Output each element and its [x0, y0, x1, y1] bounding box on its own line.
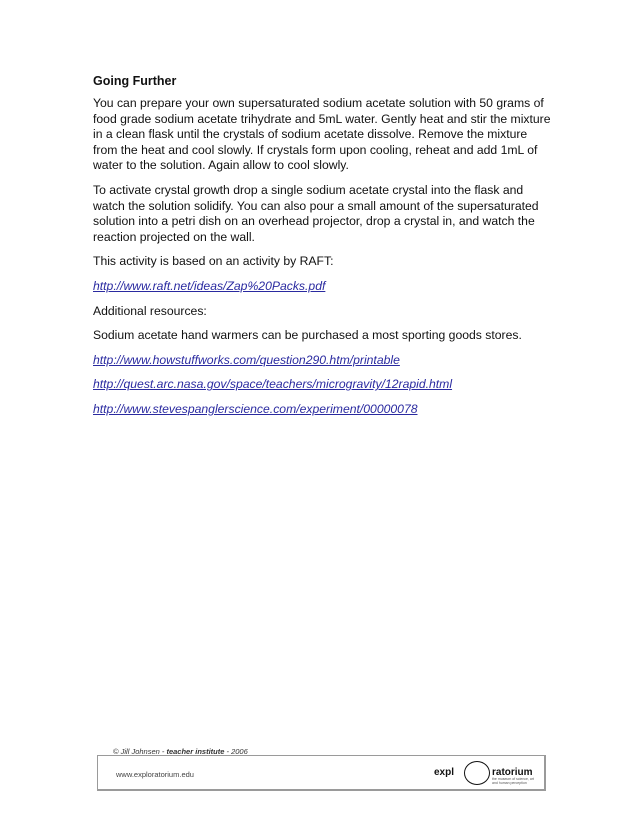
footer-banner	[97, 755, 546, 791]
logo-ring-icon	[464, 761, 490, 785]
logo-text-left: expl	[434, 767, 455, 778]
paragraph-preparation: You can prepare your own supersaturated sodium acetate solution with 50 grams of food grade sodium acetate trihydrate and 5mL water. Gently heat and stir the mixture in a clean flask until the crystals of sodium acetate dissolve. Remove the mixture from the heat and cool slowly. If crystals form upon cooling, reheat and add 1mL of water to the solution. Again allow to cool slowly.	[93, 96, 551, 173]
section-heading: Going Further	[93, 74, 177, 88]
logo-text-right: ratorium	[492, 767, 533, 778]
link-raft[interactable]: http://www.raft.net/ideas/Zap%20Packs.pdf	[93, 278, 326, 293]
footer-url: www.exploratorium.edu	[116, 770, 194, 779]
credit-teacher-institute: teacher institute	[166, 747, 225, 756]
paragraph-additional-resources: Additional resources:	[93, 303, 207, 318]
logo-tagline: the museum of science, art and human perception	[492, 777, 535, 785]
credit-suffix: - 2006	[224, 747, 248, 756]
paragraph-hand-warmers: Sodium acetate hand warmers can be purchased a most sporting goods stores.	[93, 328, 522, 343]
link-nasa[interactable]: http://quest.arc.nasa.gov/space/teachers/microgravity/12rapid.html	[93, 377, 453, 392]
exploratorium-logo	[434, 761, 534, 785]
paragraph-activation: To activate crystal growth drop a single sodium acetate crystal into the flask and watch the solution solidify. You can also pour a small amount of the supersaturated solution into a petri dish on an overhead projector, drop a crystal in, and watch the reaction projected on the wall.	[93, 182, 539, 244]
credit-prefix: © Jill Johnsen -	[113, 747, 167, 756]
document-body	[93, 74, 553, 427]
link-howstuffworks[interactable]: http://www.howstuffworks.com/question290.htm/printable	[93, 352, 400, 367]
link-spangler[interactable]: http://www.stevespanglerscience.com/experiment/00000078	[93, 401, 418, 416]
paragraph-attribution: This activity is based on an activity by RAFT:	[93, 254, 334, 269]
